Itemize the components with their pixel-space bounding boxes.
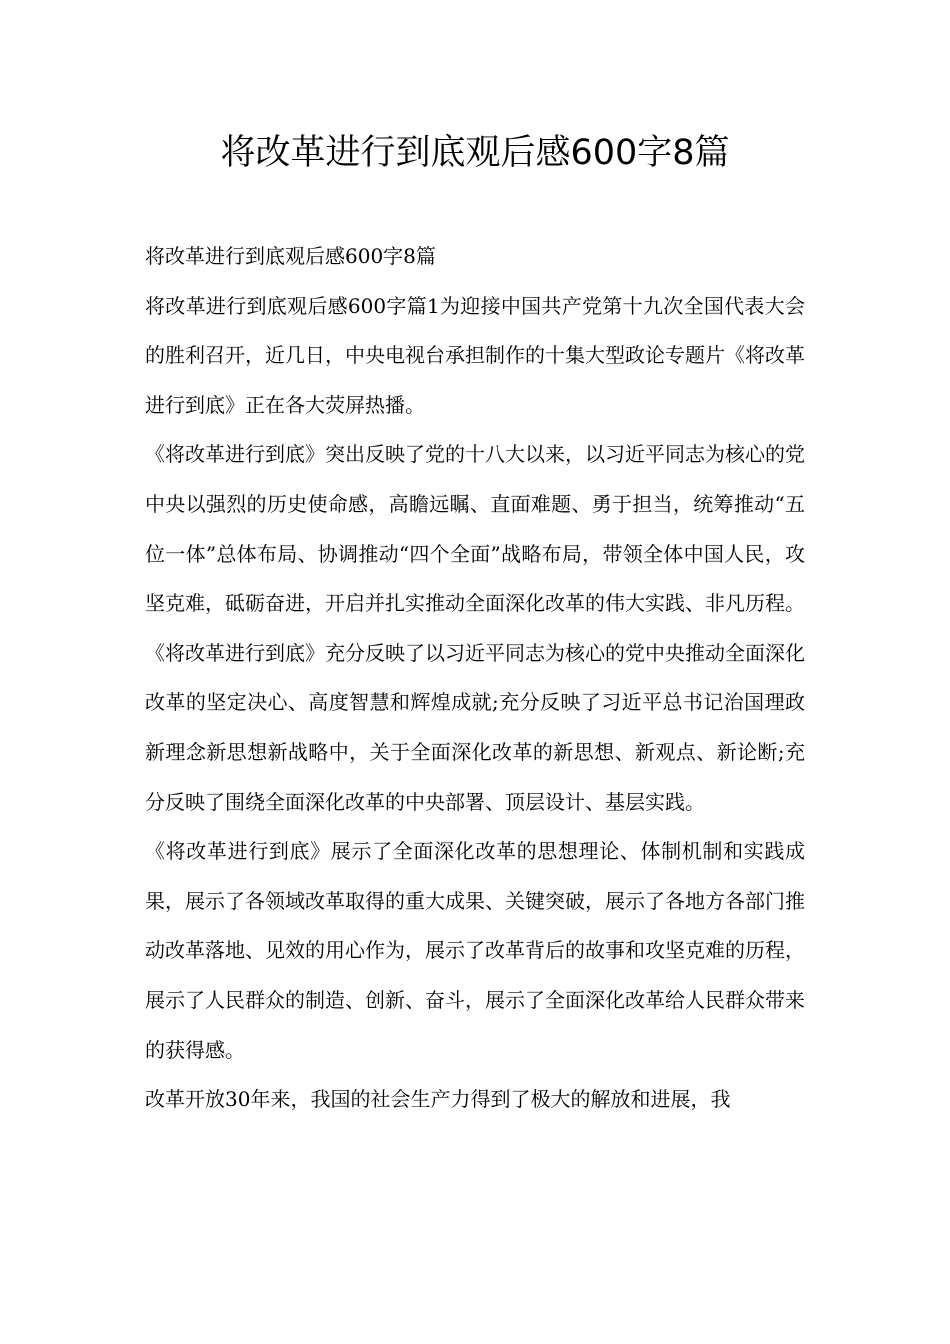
paragraph-4: 《将改革进行到底》展示了全面深化改革的思想理论、体制机制和实践成果，展示了各领域改革取得的重大成果、关键突破，展示了各地方各部门推动改革落地、见效的用心作为，展示了改革背后的故事和攻坚克难的历程，展示了人民群众的制造、创新、奋斗，展示了全面深化改革给人民群众带来的获得感。 [145,839,805,1062]
paragraph-1: 将改革进行到底观后感600字篇1为迎接中国共产党第十九次全国代表大会的胜利召开，近几日，中央电视台承担制作的十集大型政论专题片《将改革进行到底》正在各大荧屏热播。 [145,293,805,417]
paragraph-3: 《将改革进行到底》充分反映了以习近平同志为核心的党中央推动全面深化改革的坚定决心、高度智慧和辉煌成就;充分反映了习近平总书记治国理政新理念新思想新战略中，关于全面深化改革的新思想、新观点、新论断;充分反映了围绕全面深化改革的中央部署、顶层设计、基层实践。 [145,640,805,814]
paragraph-2: 《将改革进行到底》突出反映了党的十八大以来，以习近平同志为核心的党中央以强烈的历史使命感，高瞻远瞩、直面难题、勇于担当，统筹推动“五位一体”总体布局、协调推动“四个全面”战略布局，带领全体中国人民，攻坚克难，砥砺奋进，开启并扎实推动全面深化改革的伟大实践、非凡历程。 [145,442,805,616]
document-body [145,232,805,1125]
paragraph-5: 改革开放30年来，我国的社会生产力得到了极大的解放和进展，我 [145,1087,731,1112]
document-subtitle: 将改革进行到底观后感600字8篇 [145,244,436,268]
document-title: 将改革进行到底观后感600字8篇 [220,133,730,173]
